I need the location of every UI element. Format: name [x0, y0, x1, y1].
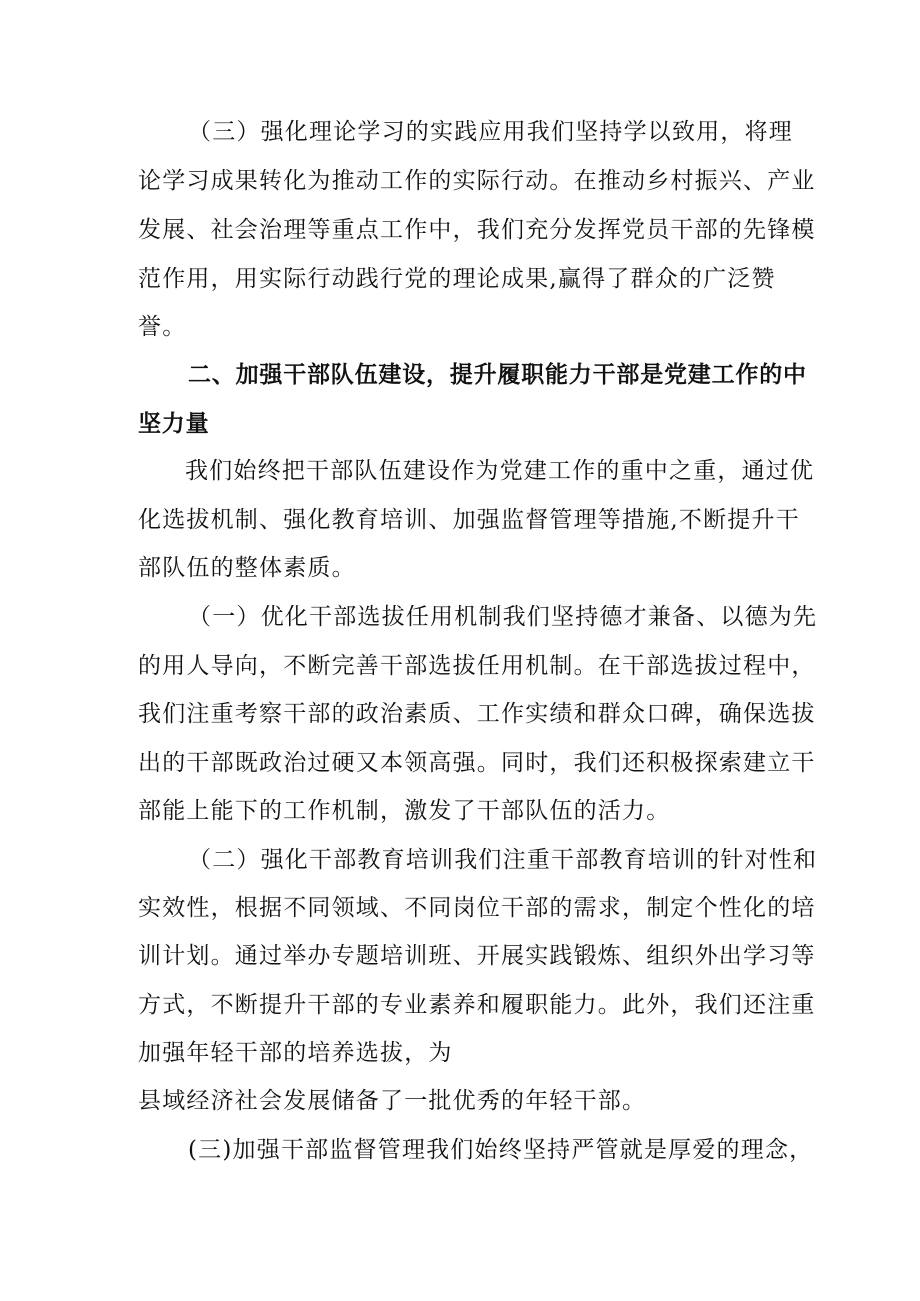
text-line: 加强年轻干部的培养选拔，为 [138, 1040, 453, 1066]
text-line: 范作用，用实际行动践行党的理论成果,赢得了群众的广泛赞 [138, 266, 776, 292]
text-line: 我们始终把干部队伍建设作为党建工作的重中之重，通过优 [185, 458, 815, 484]
text-line: 的用人导向，不断完善干部选拔任用机制。在干部选拔过程中， [138, 653, 816, 679]
text-line: 部能上能下的工作机制，激发了干部队伍的活力。 [138, 798, 671, 824]
text-line: 实效性，根据不同领域、不同岗位干部的需求，制定个性化的培 [138, 895, 816, 921]
text-line: 发展、社会治理等重点工作中，我们充分发挥党员干部的先锋模 [138, 217, 816, 243]
heading-line: 二、加强干部队伍建设，提升履职能力干部是党建工作的中 [188, 362, 807, 388]
heading-line: 坚力量 [138, 411, 210, 437]
text-line: 化选拔机制、强化教育培训、加强监督管理等措施,不断提升干 [138, 507, 800, 533]
text-line: 誉。 [138, 314, 187, 340]
text-line: （一）优化干部选拔任用机制我们坚持德才兼备、以德为先 [188, 604, 818, 630]
text-line: 部队伍的整体素质。 [138, 555, 356, 581]
text-line: 方式，不断提升干部的专业素养和履职能力。此外，我们还注重 [138, 992, 816, 1018]
text-line: 我们注重考察干部的政治素质、工作实绩和群众口碑，确保选拔 [138, 701, 816, 727]
text-line: （二）强化干部教育培训我们注重干部教育培训的针对性和 [188, 847, 818, 873]
text-line: 出的干部既政治过硬又本领高强。同时，我们还积极探索建立干 [138, 750, 816, 776]
text-line: 县域经济社会发展储备了一批优秀的年轻干部。 [138, 1088, 647, 1114]
text-line: (三)加强干部监督管理我们始终坚持严管就是厚爱的理念， [188, 1137, 814, 1163]
text-line: 训计划。通过举办专题培训班、开展实践锻炼、组织外出学习等 [138, 943, 816, 969]
text-line: （三）强化理论学习的实践应用我们坚持学以致用，将理 [188, 119, 793, 145]
text-line: 论学习成果转化为推动工作的实际行动。在推动乡村振兴、产业 [138, 168, 816, 194]
